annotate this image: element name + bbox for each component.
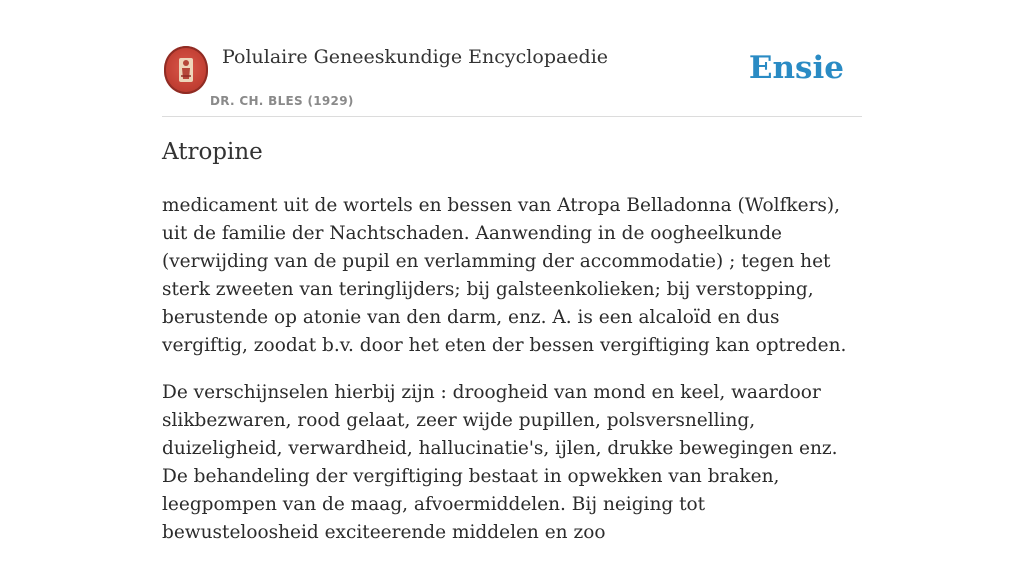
article-paragraph: De verschijnselen hierbij zijn : droogheid van mond en keel, waardoor slikbezwaren, rood gelaat, zeer wijde pupillen, polsversnelling, duizeligheid, verwardheid, hallucinatie's, ijlen, drukke bewegingen enz. De behandeling der vergiftiging bestaat in opwekken van braken, leegpompen van de maag, afvoermiddelen. Bij neiging tot bewusteloosheid exciteerende middelen en zoo (162, 382, 838, 543)
article-title: Atropine (162, 139, 263, 165)
article-paragraph: medicament uit de wortels en bessen van Atropa Belladonna (Wolfkers), uit de familie der Nachtschaden. Aanwending in de oogheelkunde (verwijding van de pupil en verlamming der accommodatie) ; tegen het sterk zweeten van teringlijders; bij galsteenkolieken; bij verstopping, berustende op atonie van den darm, enz. A. is een alcaloïd en dus vergiftig, zoodat b.v. door het eten der bessen vergiftiging kan optreden. (162, 195, 847, 356)
ensie-logo-link[interactable]: Ensie (748, 50, 844, 86)
article-body (162, 192, 862, 566)
source-title[interactable]: Polulaire Geneeskundige Encyclopaedie (222, 46, 609, 68)
source-header (162, 40, 862, 117)
source-author: DR. CH. BLES (1929) (210, 94, 354, 108)
encyclopedia-seal-logo-icon[interactable] (164, 46, 208, 94)
